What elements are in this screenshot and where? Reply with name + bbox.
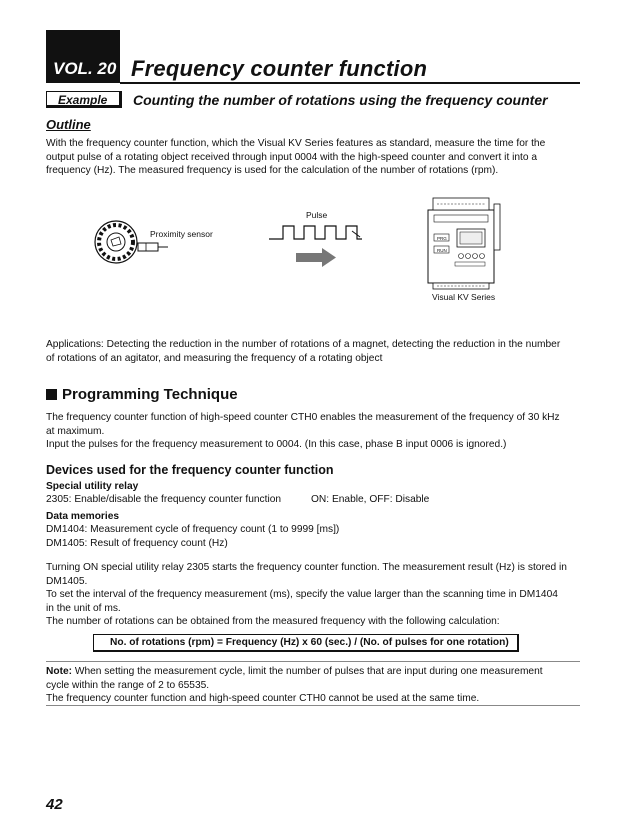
dm-heading: Data memories	[46, 511, 120, 522]
plc-unit-icon	[428, 198, 500, 289]
applications-paragraph	[46, 338, 591, 365]
body-line: in the unit of ms.	[46, 602, 121, 614]
relay-line: 2305: Enable/disable the frequency counter function	[46, 494, 282, 505]
body-line: To set the interval of the frequency measurement (ms), specify the value larger than the scanning time in DM1404	[46, 589, 558, 601]
note-divider-top	[46, 661, 580, 662]
programming-line: at maximum.	[46, 425, 105, 437]
square-bullet-icon	[46, 389, 57, 400]
body-line: DM1405.	[46, 575, 88, 587]
note-label: Note:	[46, 666, 73, 677]
rotating-gear-icon	[95, 221, 137, 263]
relay-heading: Special utility relay	[46, 481, 139, 492]
devices-heading: Devices used for the frequency counter function	[46, 463, 334, 477]
section-heading-text: Programming Technique	[62, 386, 238, 403]
outline-line: output pulse of a rotating object received through input 0004 with the high-speed counter and convert it into a	[46, 151, 538, 163]
applications-line: of rotations of an agitator, and measuring the frequency of a rotating object	[46, 352, 383, 364]
section-heading	[46, 386, 238, 403]
note-line: The frequency counter function and high-speed counter CTH0 cannot be used at the same time.	[46, 693, 480, 705]
page-number: 42	[46, 796, 63, 813]
programming-line: Input the pulses for the frequency measurement to 0004. (In this case, phase B input 0006 is ignored.)	[46, 439, 507, 451]
sensor-label: Proximity sensor	[150, 229, 213, 239]
note-line: cycle within the range of 2 to 65535.	[46, 679, 210, 691]
programming-paragraph	[46, 411, 591, 452]
outline-heading: Outline	[46, 117, 91, 132]
system-diagram	[0, 190, 638, 310]
note-divider-bottom	[46, 705, 580, 706]
outline-line: With the frequency counter function, which the Visual KV Series features as standard, measure the time for the	[46, 138, 546, 149]
note-line	[46, 665, 591, 679]
outline-line: frequency (Hz). The measured frequency is used for the calculation of the number of rotations (rpm).	[46, 165, 499, 177]
pulse-label: Pulse	[306, 210, 328, 220]
example-tag: Example	[58, 93, 108, 107]
plc-label: Visual KV Series	[432, 292, 496, 302]
plc-run-button: RUN	[437, 248, 447, 253]
vol-label: VOL. 20	[53, 59, 117, 78]
pulse-waveform	[269, 226, 362, 239]
dm-list	[46, 523, 591, 550]
title-underline	[120, 82, 580, 84]
proximity-sensor-icon	[138, 243, 168, 251]
note-paragraph	[46, 665, 591, 706]
page-title: Frequency counter function	[131, 56, 428, 81]
outline-paragraph	[46, 137, 591, 178]
body-line: Turning ON special utility relay 2305 starts the frequency counter function. The measurement result (Hz) is stored in	[46, 562, 567, 573]
applications-line: Applications: Detecting the reduction in the number of rotations of a magnet, detecting the reduction in the number	[46, 339, 561, 350]
programming-line: The frequency counter function of high-speed counter CTH0 enables the measurement of the frequency of 30 kHz	[46, 412, 560, 423]
right-arrow-icon	[296, 248, 336, 267]
body-paragraph	[46, 561, 591, 629]
plc-prg-button: PRG	[437, 236, 447, 241]
example-title: Counting the number of rotations using the frequency counter	[133, 92, 548, 108]
relay-state: ON: Enable, OFF: Disable	[311, 494, 430, 505]
dm-line: DM1405: Result of frequency count (Hz)	[46, 537, 228, 549]
formula-box: No. of rotations (rpm) = Frequency (Hz) x 60 (sec.) / (No. of pulses for one rotation)	[93, 634, 519, 652]
note-text: When setting the measurement cycle, limit the number of pulses that are input during one measurement	[72, 666, 543, 677]
body-line: The number of rotations can be obtained from the measured frequency with the following calculation:	[46, 616, 500, 628]
dm-line: DM1404: Measurement cycle of frequency count (1 to 9999 [ms])	[46, 524, 340, 535]
